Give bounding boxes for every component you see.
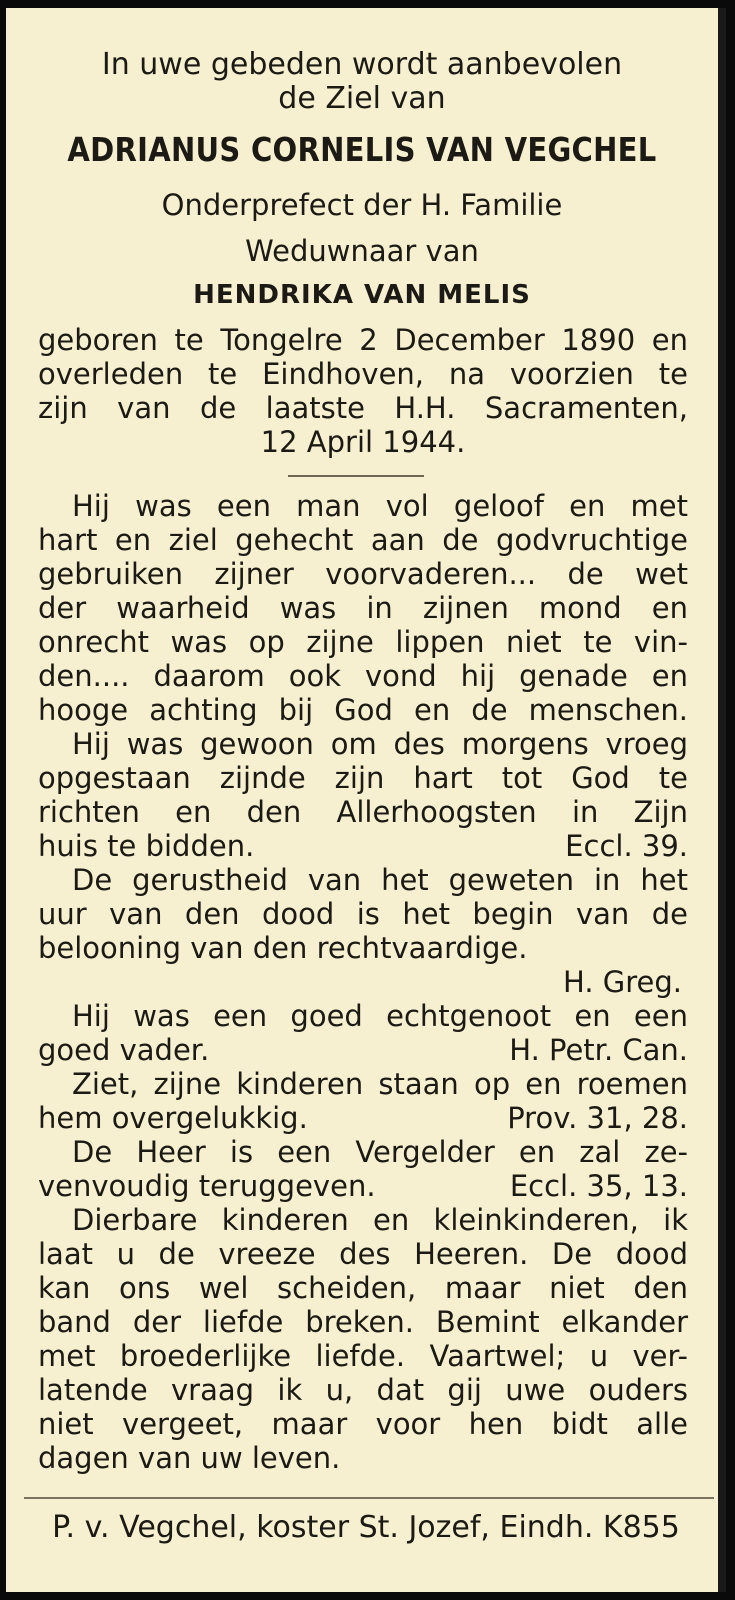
scripture-reference: Prov. 31, 28. [507,1101,688,1135]
text-line: hooge achting bij God en de menschen. [38,693,688,727]
text-line: goed vader. [38,1033,210,1067]
text-line: den.... daarom ook vond hij genade en [38,659,688,693]
text-line: niet vergeet, maar voor hen bidt alle [38,1407,688,1441]
text-line: hem overgelukkig. [38,1101,308,1135]
text-line: venvoudig teruggeven. [38,1169,376,1203]
scripture-reference: Eccl. 39. [565,829,688,863]
text-line-with-reference [38,1033,688,1067]
text-line: laat u de vreeze des Heeren. De dood [38,1237,688,1271]
text-line-with-reference [38,829,688,863]
text-line: Hij was gewoon om des morgens vroeg [72,727,688,761]
text-line: Dierbare kinderen en kleinkinderen, ik [72,1203,688,1237]
intro-line-1: In uwe gebeden wordt aanbevolen [101,47,623,82]
text-line: der waarheid was in zijnen mond en [38,591,688,625]
text-line: Hij was een goed echtgenoot en een [72,999,688,1033]
bio-line: geboren te Tongelre 2 December 1890 en [38,323,688,357]
text-line: latende vraag ik u, dat gij uwe ouders [38,1373,688,1407]
text-line: met broederlijke liefde. Vaartwel; u ver- [38,1339,688,1373]
memorial-card [6,8,726,1592]
text-line: uur van den dood is het begin van de [38,897,688,931]
text-line: opgestaan zijnde zijn hart tot God te [38,761,688,795]
bio-line: overleden te Eindhoven, na voorzien te [38,357,688,391]
text-line: huis te bidden. [38,829,255,863]
text-line: onrecht was op zijne lippen niet te vin- [38,625,688,659]
text-line-with-reference [38,1101,688,1135]
spouse-name: HENDRIKA VAN MELIS [193,280,531,310]
widower-line: Weduwnaar van [245,234,479,268]
memorial-text [38,489,688,1475]
intro-line-2: de Ziel van [278,81,446,116]
text-line: band der liefde breken. Bemint elkander [38,1305,688,1339]
scripture-reference: H. Greg. [563,965,682,999]
text-line: Hij was een man vol geloof en met [72,489,688,523]
divider [288,475,424,477]
footer-divider [24,1497,714,1499]
text-line: kan ons wel scheiden, maar niet den [38,1271,688,1305]
text-line: gebruiken zijner voorvaderen... de wet [38,557,688,591]
text-line: belooning van den rechtvaardige. [38,931,528,965]
bio-date: 12 April 1944. [260,425,466,459]
printer-credit: P. v. Vegchel, koster St. Jozef, Eindh. K855 [52,1510,680,1545]
text-line: dagen van uw leven. [38,1441,341,1475]
text-line: De gerustheid van het geweten in het [72,863,688,897]
text-line: Ziet, zijne kinderen staan op en roemen [72,1067,688,1101]
text-line: hart en ziel gehecht aan de godvruchtige [38,523,688,557]
deceased-title: Onderprefect der H. Familie [161,188,563,222]
bio-line: zijn van de laatste H.H. Sacramenten, [38,391,688,425]
text-line: richten en den Allerhoogsten in Zijn [38,795,688,829]
text-line: De Heer is een Vergelder en zal ze- [72,1135,688,1169]
deceased-name: ADRIANUS CORNELIS VAN VEGCHEL [67,130,657,169]
scripture-reference: H. Petr. Can. [509,1033,688,1067]
scripture-reference: Eccl. 35, 13. [509,1169,688,1203]
text-line-with-reference [38,1169,688,1203]
biography [38,323,688,459]
